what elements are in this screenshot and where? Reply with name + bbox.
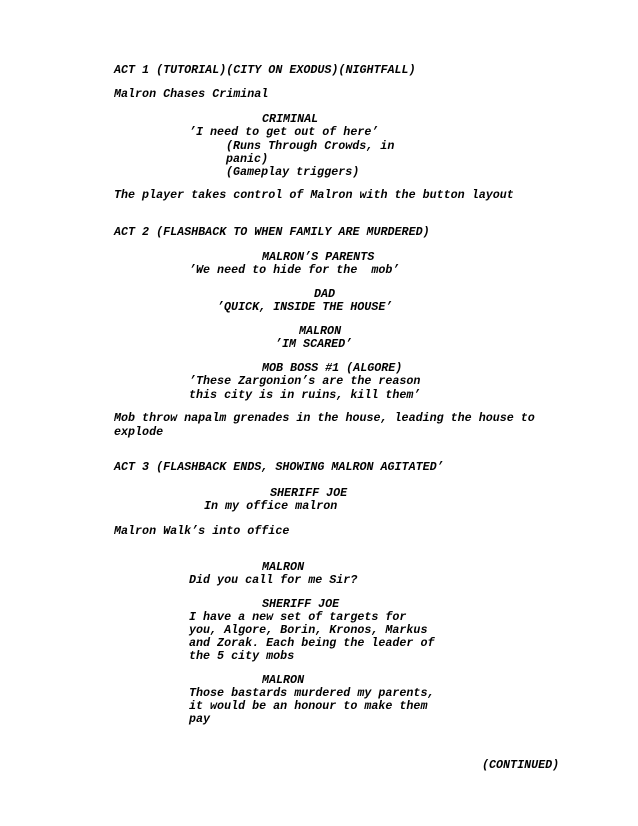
parenthetical-criminal-2: panic) bbox=[226, 152, 269, 166]
dialogue-criminal: ’I need to get out of here’ bbox=[189, 125, 379, 139]
act1-action-line: Malron Chases Criminal bbox=[114, 87, 269, 101]
dialogue-malron-3c: pay bbox=[189, 712, 211, 726]
act1-heading: ACT 1 (TUTORIAL)(CITY ON EXODUS)(NIGHTFALL) bbox=[114, 63, 416, 77]
action-napalm-1: Mob throw napalm grenades in the house, leading the house to bbox=[114, 411, 535, 425]
dialogue-sheriff-2a: I have a new set of targets for bbox=[189, 610, 407, 624]
dialogue-sheriff-2d: the 5 city mobs bbox=[189, 649, 295, 663]
dialogue-sheriff-2c: and Zorak. Each being the leader of bbox=[189, 636, 435, 650]
parenthetical-criminal-1: (Runs Through Crowds, in bbox=[226, 139, 395, 153]
character-cue-malron-3: MALRON bbox=[262, 673, 305, 687]
dialogue-mob-boss-1: ’These Zargonion’s are the reason bbox=[189, 374, 421, 388]
dialogue-sheriff-2b: you, Algore, Borin, Kronos, Markus bbox=[189, 623, 428, 637]
character-cue-dad: DAD bbox=[314, 287, 336, 301]
character-cue-criminal: CRIMINAL bbox=[262, 112, 319, 126]
parenthetical-criminal-3: (Gameplay triggers) bbox=[226, 165, 360, 179]
action-walk-into-office: Malron Walk’s into office bbox=[114, 524, 290, 538]
dialogue-mob-boss-2: this city is in ruins, kill them’ bbox=[189, 388, 421, 402]
dialogue-dad: ’QUICK, INSIDE THE HOUSE’ bbox=[217, 300, 393, 314]
character-cue-malron-2: MALRON bbox=[262, 560, 305, 574]
dialogue-malron-2: Did you call for me Sir? bbox=[189, 573, 358, 587]
character-cue-parents: MALRON’S PARENTS bbox=[262, 250, 375, 264]
character-cue-mob-boss: MOB BOSS #1 (ALGORE) bbox=[262, 361, 403, 375]
character-cue-sheriff-2: SHERIFF JOE bbox=[262, 597, 340, 611]
dialogue-sheriff-1: In my office malron bbox=[204, 499, 338, 513]
action-napalm-2: explode bbox=[114, 425, 164, 439]
dialogue-malron-1: ’IM SCARED’ bbox=[275, 337, 353, 351]
dialogue-malron-3b: it would be an honour to make them bbox=[189, 699, 428, 713]
act2-heading: ACT 2 (FLASHBACK TO WHEN FAMILY ARE MURDERED) bbox=[114, 225, 430, 239]
continued-marker: (CONTINUED) bbox=[482, 758, 560, 772]
act3-heading: ACT 3 (FLASHBACK ENDS, SHOWING MALRON AGITATED’ bbox=[114, 460, 444, 474]
character-cue-sheriff-1: SHERIFF JOE bbox=[270, 486, 348, 500]
character-cue-malron-1: MALRON bbox=[299, 324, 342, 338]
action-player-control: The player takes control of Malron with the button layout bbox=[114, 188, 514, 202]
dialogue-parents: ’We need to hide for the mob’ bbox=[189, 263, 400, 277]
dialogue-malron-3a: Those bastards murdered my parents, bbox=[189, 686, 435, 700]
